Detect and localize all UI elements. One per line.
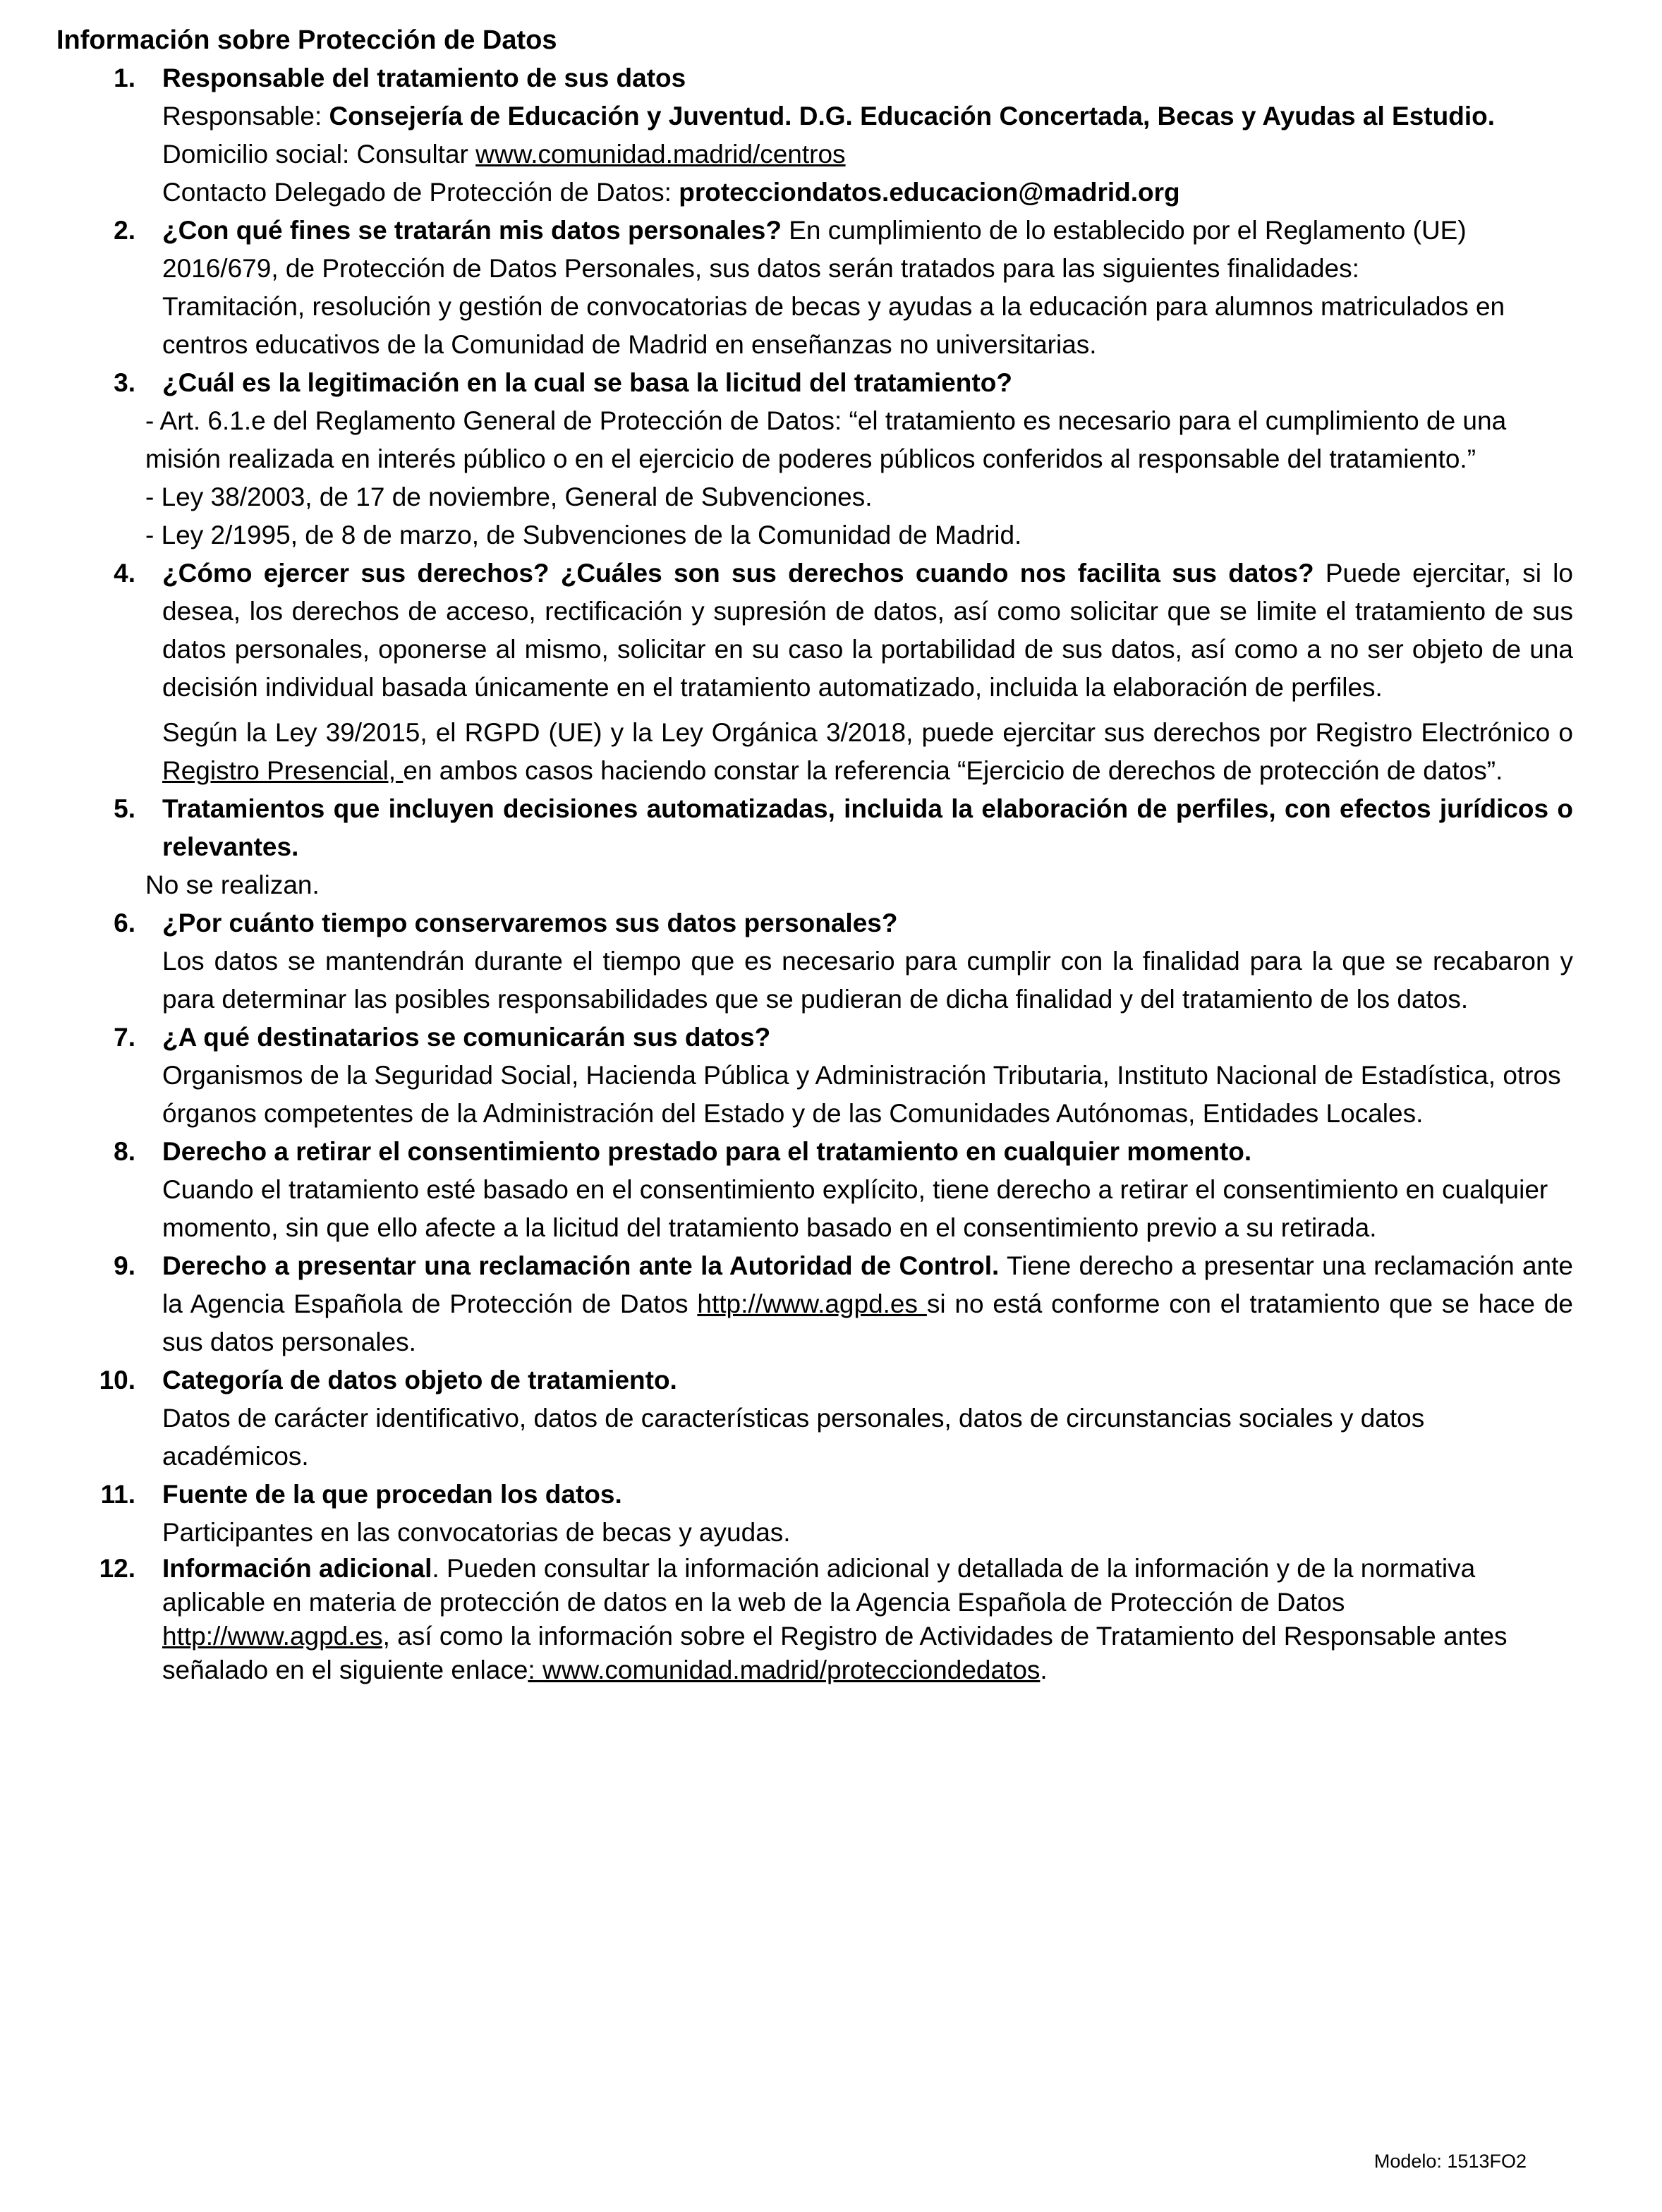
- section-9: [56, 1247, 1573, 1361]
- section-paragraph: [162, 212, 1573, 288]
- section-paragraph: [162, 1552, 1573, 1687]
- section-8: [56, 1133, 1573, 1247]
- section-4: [56, 554, 1573, 790]
- section-number: 7.: [114, 1023, 135, 1052]
- section-number: 6.: [114, 909, 135, 937]
- section-text: Organismos de la Seguridad Social, Hacienda Pública y Administración Tributaria, Instituto Nacional de Estadística, otros órganos competentes de la Administración del Estado y de las Comunidades Autónomas, Entidades Locales.: [162, 1061, 1561, 1128]
- centros-link[interactable]: www.comunidad.madrid/centros: [475, 140, 846, 169]
- section-heading: ¿Por cuánto tiempo conservaremos sus datos personales?: [162, 909, 898, 937]
- section-text: No se realizan.: [145, 870, 320, 899]
- section-heading: ¿Cómo ejercer sus derechos? ¿Cuáles son sus derechos cuando nos facilita sus datos?: [162, 559, 1314, 588]
- section-5: [56, 790, 1573, 904]
- contacto-line: [162, 174, 1573, 212]
- section-number: 5.: [114, 794, 135, 823]
- section-heading: ¿Con qué fines se tratarán mis datos personales?: [162, 216, 782, 245]
- protecciondedatos-link[interactable]: www.comunidad.madrid/protecciondedatos: [542, 1655, 1041, 1684]
- section-heading: Responsable del tratamiento de sus datos: [162, 63, 686, 92]
- section-text: si no está conforme con el tratamiento que se hace de sus datos personales.: [162, 1289, 1573, 1356]
- section-text: Cuando el tratamiento esté basado en el consentimiento explícito, tiene derecho a retirar el consentimiento en cualquier momento, sin que ello afecte a la licitud del tratamiento basado en el consentimiento previo a su retirada.: [162, 1175, 1548, 1242]
- responsable-label: Responsable:: [162, 102, 329, 130]
- section-heading: Derecho a presentar una reclamación ante la Autoridad de Control.: [162, 1251, 1000, 1280]
- section-11: [56, 1476, 1573, 1552]
- section-paragraph: [162, 554, 1573, 707]
- section-heading: Información adicional: [162, 1554, 432, 1583]
- section-heading: Derecho a retirar el consentimiento prestado para el tratamiento en cualquier momento.: [162, 1137, 1252, 1166]
- contacto-email: protecciondatos.educacion@madrid.org: [679, 178, 1180, 207]
- section-text: Puede ejercitar, si lo desea, los derechos de acceso, rectificación y supresión de datos, así como solicitar que se limite el tratamiento de sus datos personales, oponerse al mismo, solicitar en su caso la portabilidad de sus datos, así como a no ser objeto de una decisión individual basada únicamente en el tratamiento automatizado, incluida la elaboración de perfiles.: [162, 559, 1573, 702]
- section-text: . Pueden consultar la información adicional y detallada de la información y de la normativa aplicable en materia de protección de datos en la web de la Agencia Española de Protección de Datos: [162, 1554, 1476, 1617]
- section-heading: ¿Cuál es la legitimación en la cual se basa la licitud del tratamiento?: [162, 368, 1012, 397]
- section-paragraph: [162, 1247, 1573, 1361]
- section-1: [56, 59, 1573, 212]
- domicilio-label: Domicilio social: Consultar: [162, 140, 476, 169]
- section-number: 11.: [100, 1480, 135, 1509]
- section-heading: Fuente de la que procedan los datos.: [162, 1480, 622, 1509]
- contacto-label: Contacto Delegado de Protección de Datos:: [162, 178, 679, 207]
- responsable-line: [162, 97, 1573, 135]
- section-text: En cumplimiento de lo establecido por el Reglamento (UE) 2016/679, de Protección de Datos Personales, sus datos serán tratados para las siguientes finalidades:: [162, 216, 1467, 283]
- registro-presencial-link[interactable]: Registro Presencial,: [162, 756, 404, 785]
- section-number: 12.: [99, 1554, 135, 1583]
- section-text: Tiene derecho a presentar una reclamación ante la Agencia Española de Protección de Datos: [162, 1251, 1573, 1318]
- model-code: Modelo: 1513FO2: [1373, 2151, 1527, 2172]
- section-number: 3.: [114, 368, 135, 397]
- section-text: Datos de carácter identificativo, datos de características personales, datos de circunstancias sociales y datos académicos.: [162, 1404, 1425, 1471]
- legal-basis-item: - Ley 2/1995, de 8 de marzo, de Subvenciones de la Comunidad de Madrid.: [145, 521, 1022, 549]
- agpd-link[interactable]: http://www.agpd.es: [697, 1289, 927, 1318]
- section-number: 2.: [114, 216, 135, 245]
- section-text: en ambos casos haciendo constar la referencia “Ejercicio de derechos de protección de datos”.: [403, 756, 1503, 785]
- section-3: [56, 364, 1573, 554]
- section-text: Los datos se mantendrán durante el tiempo que es necesario para cumplir con la finalidad para la que se recabaron y para determinar las posibles responsabilidades que se pudieran de dicha finalidad y del tratamiento de los datos.: [162, 947, 1573, 1014]
- section-2: [56, 212, 1573, 364]
- section-number: 10.: [99, 1366, 135, 1394]
- section-number: 9.: [114, 1251, 135, 1280]
- section-text: Según la Ley 39/2015, el RGPD (UE) y la Ley Orgánica 3/2018, puede ejercitar sus derechos por Registro Electrónico o: [162, 718, 1573, 747]
- section-heading: Tratamientos que incluyen decisiones automatizadas, incluida la elaboración de perfiles, con efectos jurídicos o relevantes.: [162, 794, 1573, 861]
- section-7: [56, 1019, 1573, 1133]
- section-6: [56, 904, 1573, 1019]
- section-heading: ¿A qué destinatarios se comunicarán sus datos?: [162, 1023, 771, 1052]
- domicilio-line: [162, 135, 1573, 174]
- agpd-link[interactable]: http://www.agpd.es,: [162, 1622, 390, 1651]
- section-10: [56, 1361, 1573, 1476]
- legal-basis-item: - Art. 6.1.e del Reglamento General de Protección de Datos: “el tratamiento es necesario para el cumplimiento de una misión realizada en interés público o en el ejercicio de poderes públicos conferidos al responsable del tratamiento.”: [145, 406, 1507, 473]
- section-heading: Categoría de datos objeto de tratamiento.: [162, 1366, 677, 1394]
- colon-link[interactable]: :: [528, 1655, 542, 1684]
- section-12: [56, 1552, 1573, 1687]
- legal-basis-item: - Ley 38/2003, de 17 de noviembre, General de Subvenciones.: [145, 482, 873, 511]
- section-text-2: Tramitación, resolución y gestión de convocatorias de becas y ayudas a la educación para alumnos matriculados en centros educativos de la Comunidad de Madrid en enseñanzas no universitarias.: [162, 292, 1505, 359]
- section-text: .: [1040, 1655, 1048, 1684]
- section-paragraph-2: [162, 714, 1573, 790]
- section-number: 4.: [114, 559, 135, 588]
- section-number: 1.: [114, 63, 135, 92]
- document-title: Información sobre Protección de Datos: [56, 25, 557, 55]
- section-number: 8.: [114, 1137, 135, 1166]
- responsable-value: Consejería de Educación y Juventud. D.G. Educación Concertada, Becas y Ayudas al Estudio.: [329, 102, 1495, 130]
- sections-list: [56, 59, 1573, 1687]
- section-text: Participantes en las convocatorias de becas y ayudas.: [162, 1518, 791, 1547]
- section-text: así como la información sobre el Registro de Actividades de Tratamiento del Responsable antes señalado en el siguiente enlace: [162, 1622, 1508, 1684]
